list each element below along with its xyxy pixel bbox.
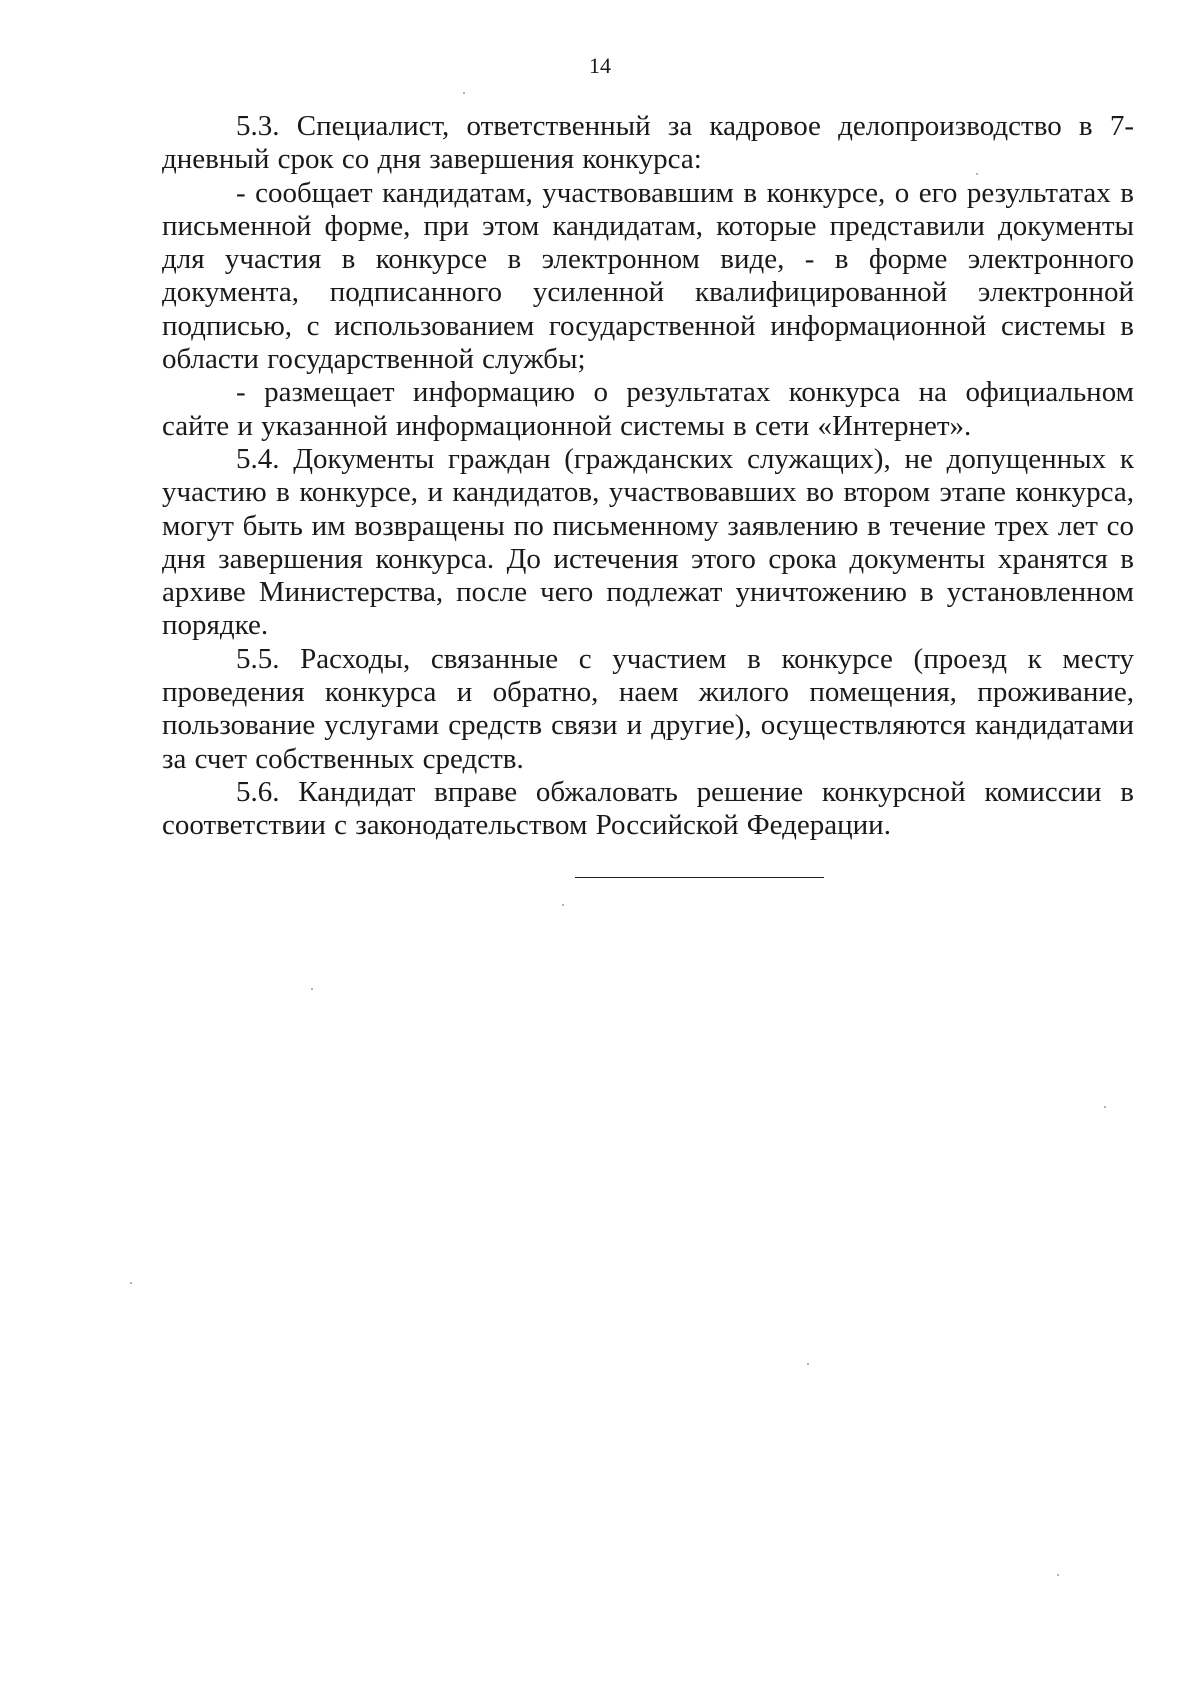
page-number: 14 — [589, 53, 611, 78]
paragraph-5-3: 5.3. Специалист, ответственный за кадровое делопроизводство в 7-дневный срок со дня завершения конкурса: — [162, 110, 1134, 176]
document-body — [162, 110, 1134, 843]
end-separator-line — [575, 877, 824, 878]
scan-speck — [130, 1282, 132, 1284]
scan-speck — [1057, 1574, 1059, 1576]
scan-speck — [311, 988, 313, 990]
paragraph-5-6: 5.6. Кандидат вправе обжаловать решение конкурсной комиссии в соответствии с законодательством Российской Федерации. — [162, 775, 1134, 842]
scan-speck — [463, 92, 465, 94]
paragraph-5-3-item-1: - сообщает кандидатам, участвовавшим в конкурсе, о его результатах в письменной форме, при этом кандидатам, которые представили документы для участия в конкурсе в электронном виде, - в форме электронного документа, подписанного усиленной квалифицированной электронной подписью, с использованием государственной информационной системы в области государственной службы; — [162, 176, 1134, 376]
scan-speck — [562, 904, 564, 906]
paragraph-5-3-item-2: - размещает информацию о результатах конкурса на официальном сайте и указанной информационной системы в сети «Интернет». — [162, 376, 1134, 442]
scan-speck — [976, 173, 978, 175]
scan-speck — [807, 1363, 809, 1365]
paragraph-5-4: 5.4. Документы граждан (гражданских служащих), не допущенных к участию в конкурсе, и кандидатов, участвовавших во втором этапе конкурса, могут быть им возвращены по письменному заявлению в течение трех лет со дня завершения конкурса. До истечения этого срока документы хранятся в архиве Министерства, после чего подлежат уничтожению в установленном порядке. — [162, 442, 1134, 642]
scan-speck — [1104, 1106, 1106, 1108]
paragraph-5-5: 5.5. Расходы, связанные с участием в конкурсе (проезд к месту проведения конкурса и обратно, наем жилого помещения, проживание, пользование услугами средств связи и другие), осуществляются кандидатами за счет собственных средств. — [162, 642, 1134, 775]
